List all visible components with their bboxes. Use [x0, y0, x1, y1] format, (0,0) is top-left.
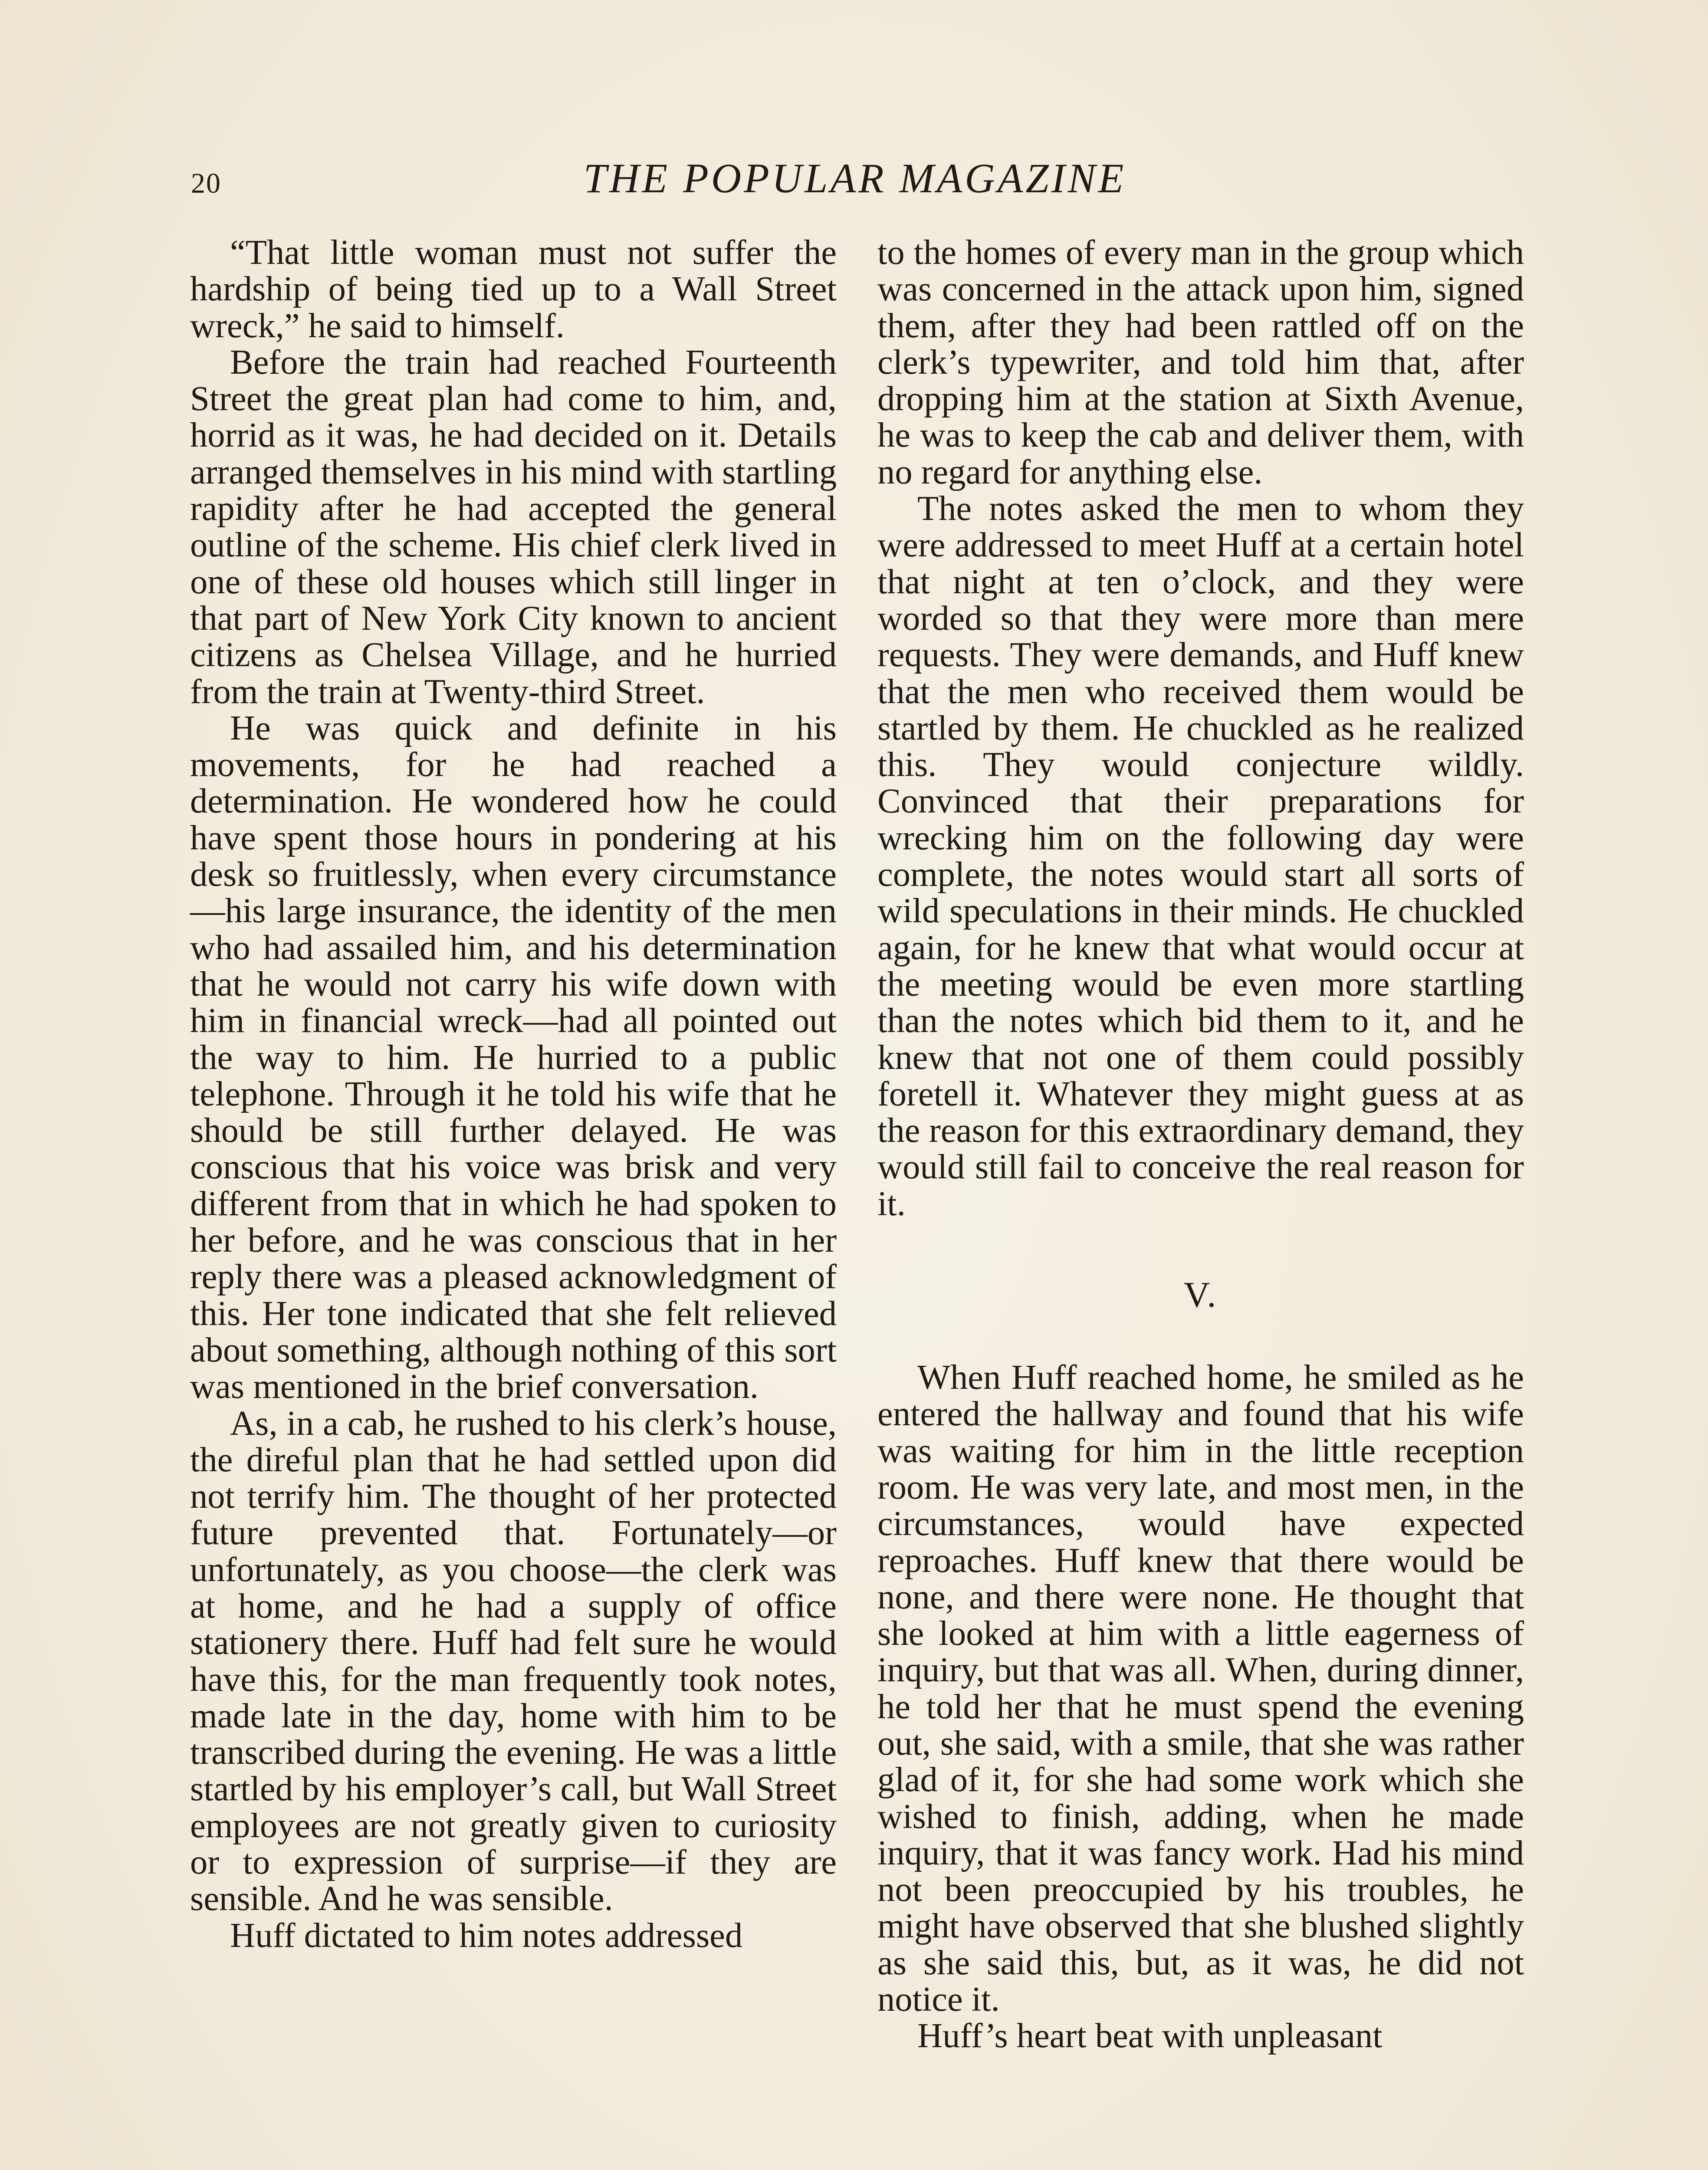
page-header [191, 154, 1519, 206]
page-number: 20 [191, 168, 221, 199]
paragraph: Huff’s heart beat with unpleasant [917, 2016, 1383, 2055]
right-column [877, 234, 1524, 2055]
paragraph: The notes asked the men to whom they were addressed to meet Huff at a certain hotel that night at ten o’clock, and they were worded so that they were more than mere requests. They were demands, and Huff knew that the men who received them would be startled by them. He chuckled as he realized this. They would conjecture wildly. Convinced that their preparations for wrecking him on the following day were complete, the notes would start all sorts of wild speculations in their minds. He chuckled again, for he knew that what would occur at the meeting would be even more startling than the notes which bid them to it, and he knew that not one of them could possibly foretell it. Whatever they might guess at as the reason for this extraordinary demand, they would still fail to conceive the real reason for it. [877, 489, 1524, 1223]
running-title: THE POPULAR MAGAZINE [583, 155, 1127, 201]
paragraph: to the homes of every man in the group which was concerned in the attack upon him, signed them, after they had been rattled off on the clerk’s typewriter, and told him that, after dropping him at the station at Sixth Avenue, he was to keep the cab and deliver them, with no regard for anything else. [877, 233, 1524, 491]
paragraph: Huff dictated to him notes addressed [230, 1916, 743, 1955]
paragraph: Before the train had reached Fourteenth Street the great plan had come to him, and, horrid as it was, he had decided on it. Details arranged themselves in his mind with startling rapidity after he had accepted the general outline of the scheme. His chief clerk lived in one of these old houses which still linger in that part of New York City known to ancient citizens as Chelsea Village, and he hurried from the train at Twenty-third Street. [190, 342, 837, 711]
left-column [190, 234, 837, 1954]
paragraph: “That little woman must not suffer the hardship of being tied up to a Wall Street wreck,” he said to himself. [190, 233, 837, 345]
paragraph: He was quick and definite in his movements, for he had reached a determination. He wondered how he could have spent those hours in pondering at his desk so fruitlessly, when every circumstance—his large insurance, the identity of the men who had assailed him, and his determination that he would not carry his wife down with him in financial wreck—had all pointed out the way to him. He hurried to a public telephone. Through it he told his wife that he should be still further delayed. He was conscious that his voice was brisk and very different from that in which he had spoken to her before, and he was conscious that in her reply there was a pleased acknowledgment of this. Her tone indicated that she felt relieved about something, although nothing of this sort was mentioned in the brief conversation. [190, 708, 837, 1406]
section-heading: V. [1183, 1275, 1218, 1315]
paragraph: When Huff reached home, he smiled as he entered the hallway and found that his wife was waiting for him in the little reception room. He was very late, and most men, in the circumstances, would have expected reproaches. Huff knew that there would be none, and there were none. He thought that she looked at him with a little eagerness of inquiry, but that was all. When, during dinner, he told her that he must spend the evening out, she said, with a smile, that she was rather glad of it, for she had some work which she wished to finish, adding, when he made inquiry, that it was fancy work. Had his mind not been preoccupied by his troubles, he might have observed that she blushed slightly as she said this, but, as it was, he did not notice it. [877, 1358, 1524, 2019]
paragraph: As, in a cab, he rushed to his clerk’s house, the direful plan that he had settled upon did not terrify him. The thought of her protected future prevented that. Fortunately—or unfortunately, as you choose—the clerk was at home, and he had a supply of office stationery there. Huff had felt sure he would have this, for the man frequently took notes, made late in the day, home with him to be transcribed during the evening. He was a little startled by his employer’s call, but Wall Street employees are not greatly given to curiosity or to expression of surprise—if they are sensible. And he was sensible. [190, 1404, 837, 1918]
